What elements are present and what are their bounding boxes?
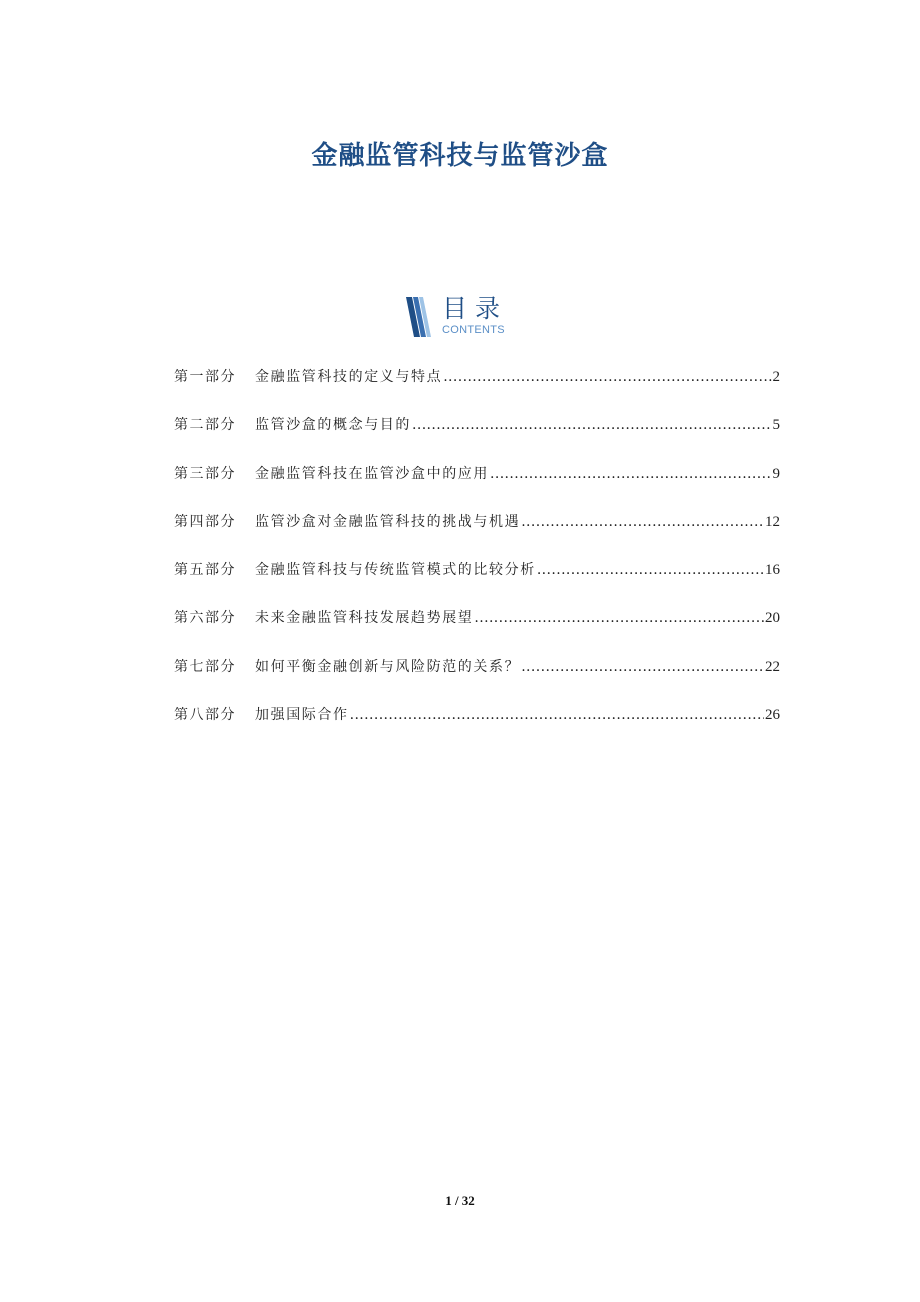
dot-leader <box>412 414 772 436</box>
toc-entry-5[interactable] <box>174 559 780 607</box>
toc-part-label: 第七部分 <box>174 658 236 675</box>
toc-part-label: 第一部分 <box>174 369 236 385</box>
toc-entry-1[interactable] <box>174 366 780 414</box>
toc-entry-2[interactable] <box>174 414 780 462</box>
toc-entry-title: 监管沙盒对金融监管科技的挑战与机遇 <box>255 513 521 530</box>
dot-leader <box>521 656 764 678</box>
toc-heading: 目录 <box>442 294 509 323</box>
toc-entry-title: 金融监管科技与传统监管模式的比较分析 <box>255 562 536 579</box>
toc-page-number: 26 <box>765 707 780 724</box>
toc-page-number: 20 <box>765 610 780 627</box>
toc-entry-8[interactable] <box>174 704 780 752</box>
toc-entry-title: 金融监管科技在监管沙盒中的应用 <box>255 465 489 482</box>
toc-page-number: 2 <box>772 369 780 385</box>
toc-part-label: 第三部分 <box>174 465 236 482</box>
dot-leader <box>537 559 764 581</box>
document-title: 金融监管科技与监管沙盒 <box>311 141 609 172</box>
toc-page-number: 22 <box>765 658 780 675</box>
toc-entry-title: 未来金融监管科技发展趋势展望 <box>255 610 474 627</box>
toc-page-number: 5 <box>772 417 780 434</box>
toc-entry-title: 监管沙盒的概念与目的 <box>255 417 411 434</box>
dot-leader <box>474 607 764 629</box>
dot-leader <box>350 704 764 726</box>
dot-leader <box>490 463 772 485</box>
toc-entry-title: 加强国际合作 <box>255 707 349 724</box>
toc-entry-7[interactable] <box>174 656 780 704</box>
toc-entry-3[interactable] <box>174 463 780 511</box>
toc-entry-title: 如何平衡金融创新与风险防范的关系？ <box>255 658 521 675</box>
toc-list <box>174 366 780 752</box>
toc-page-number: 12 <box>765 513 780 530</box>
page-indicator: 1 / 32 <box>445 1193 475 1208</box>
toc-subheading: CONTENTS <box>442 324 505 336</box>
toc-part-label: 第四部分 <box>174 513 236 530</box>
toc-page-number: 9 <box>772 465 780 482</box>
toc-entry-4[interactable] <box>174 511 780 559</box>
dot-leader <box>443 366 771 388</box>
toc-entry-title: 金融监管科技的定义与特点 <box>255 369 443 385</box>
dot-leader <box>521 511 764 533</box>
toc-stripes-icon <box>404 296 432 338</box>
toc-entry-6[interactable] <box>174 607 780 655</box>
toc-part-label: 第六部分 <box>174 610 236 627</box>
toc-page-number: 16 <box>765 562 780 579</box>
toc-part-label: 第五部分 <box>174 562 236 579</box>
toc-header <box>404 294 544 340</box>
toc-part-label: 第二部分 <box>174 417 236 434</box>
toc-part-label: 第八部分 <box>174 707 236 724</box>
